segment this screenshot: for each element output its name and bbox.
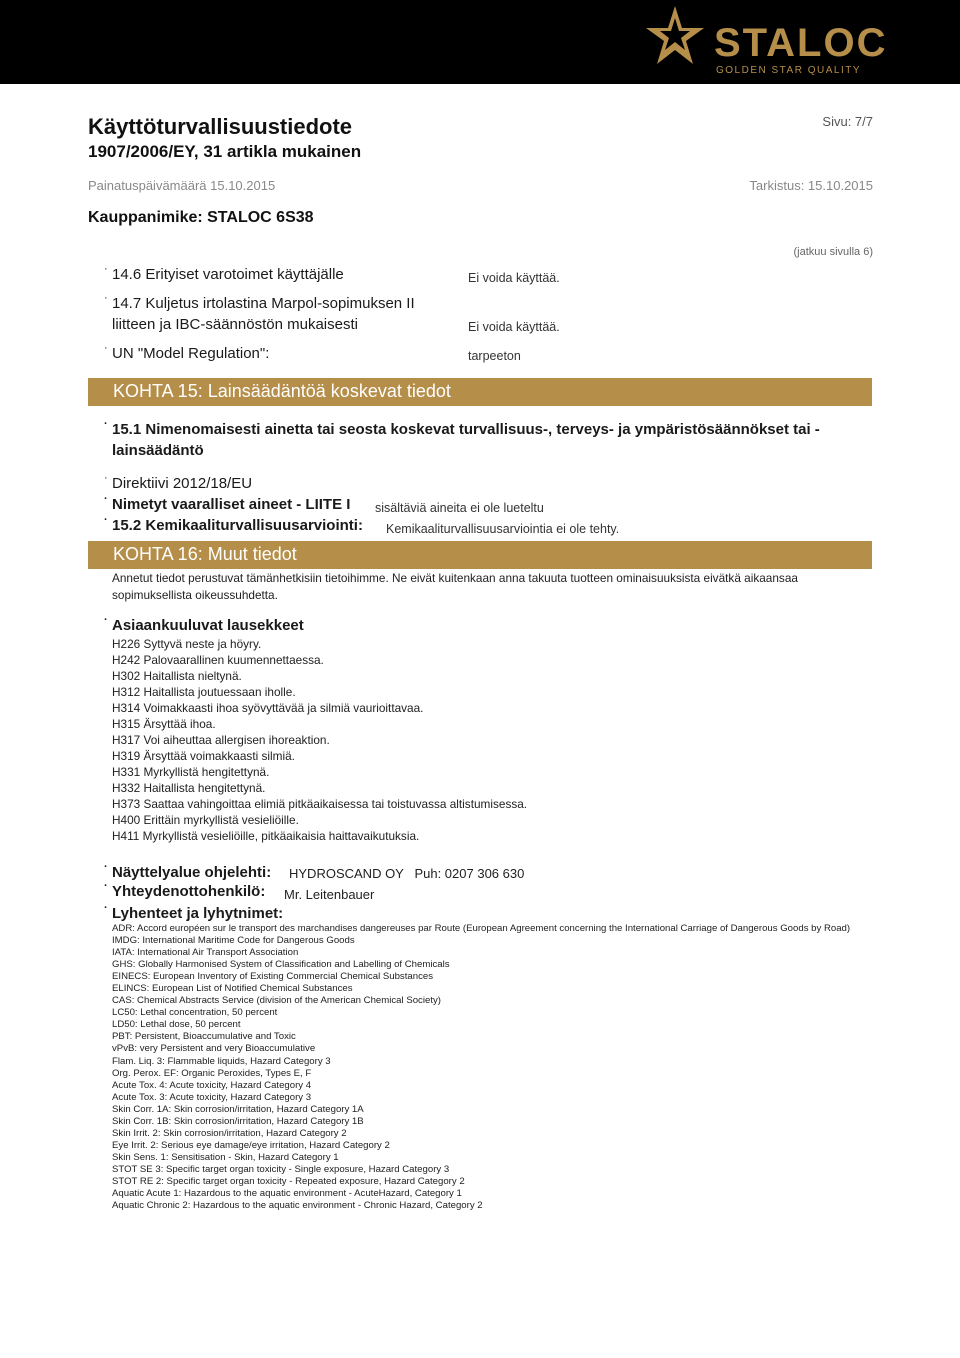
list-item: Skin Sens. 1: Sensitisation - Skin, Hazard Category 1 [112, 1151, 339, 1163]
section16-heading: KOHTA 16: Muut tiedot [88, 541, 872, 569]
list-item: Aquatic Chronic 2: Hazardous to the aquatic environment - Chronic Hazard, Category 2 [112, 1200, 483, 1212]
trade-name: Kauppanimike: STALOC 6S38 [88, 209, 314, 226]
abbreviations-list [112, 923, 850, 1212]
list-item: Flam. Liq. 3: Flammable liquids, Hazard Category 3 [112, 1055, 331, 1067]
s152-label: · 15.2 Kemikaaliturvallisuusarviointi: [104, 514, 363, 534]
contact-label: · Yhteydenottohenkilö: [104, 880, 266, 900]
phrases-list [112, 636, 527, 844]
list-item: IMDG: International Maritime Code for Dangerous Goods [112, 935, 355, 947]
phrases-heading: · Asiaankuuluvat lausekkeet [104, 614, 304, 634]
revision-date: Tarkistus: 15.10.2015 [749, 178, 873, 193]
directive-label: · Direktiivi 2012/18/EU [104, 472, 253, 492]
list-item: H226 Syttyvä neste ja höyry. [112, 637, 262, 651]
list-item: LC50: Lethal concentration, 50 percent [112, 1007, 278, 1019]
list-item: IATA: International Air Transport Association [112, 947, 299, 959]
list-item: STOT RE 2: Specific target organ toxicity - Repeated exposure, Hazard Category 2 [112, 1175, 465, 1187]
list-item: Aquatic Acute 1: Hazardous to the aquatic environment - AcuteHazard, Category 1 [112, 1188, 462, 1200]
continued-note: (jatkuu sivulla 6) [793, 246, 873, 258]
list-item: H319 Ärsyttää voimakkaasti silmiä. [112, 749, 295, 763]
s152-value: Kemikaaliturvallisuusarviointia ei ole tehty. [386, 522, 620, 536]
info-text-cont: sopimuksellista oikeussuhdetta. [112, 588, 278, 602]
list-item: Org. Perox. EF: Organic Peroxides, Types E, F [112, 1067, 312, 1079]
list-item: GHS: Globally Harmonised System of Classification and Labelling of Chemicals [112, 959, 450, 971]
un-model-value: tarpeeton [468, 349, 521, 363]
print-date: Painatuspäivämäärä 15.10.2015 [88, 178, 276, 193]
list-item: H373 Saattaa vahingoittaa elimiä pitkäaikaisessa tai toistuvassa altistumisessa. [112, 797, 528, 811]
list-item: H242 Palovaarallinen kuumennettaessa. [112, 653, 324, 667]
s146-value: Ei voida käyttää. [468, 271, 560, 285]
s147-label: · 14.7 Kuljetus irtolastina Marpol-sopimuksen II [104, 292, 415, 312]
staloc-logo [630, 4, 890, 80]
named-substances-value: sisältäviä aineita ei ole lueteltu [375, 501, 544, 515]
list-item: ADR: Accord européen sur le transport des marchandises dangereuses par Route (European Agreement concerning the International Carriage of Dangerous Goods by Road) [112, 923, 851, 934]
list-item: Eye Irrit. 2: Serious eye damage/eye irritation, Hazard Category 2 [112, 1139, 390, 1151]
s146-label: · 14.6 Erityiset varotoimet käyttäjälle [104, 263, 344, 283]
un-model-label: · UN "Model Regulation": [104, 342, 270, 362]
list-item: H312 Haitallista joutuessaan iholle. [112, 685, 296, 699]
list-item: ELINCS: European List of Notified Chemical Substances [112, 983, 353, 995]
brand-tagline: GOLDEN STAR QUALITY [716, 65, 862, 76]
list-item: Skin Corr. 1B: Skin corrosion/irritation, Hazard Category 1B [112, 1115, 364, 1127]
list-item: LD50: Lethal dose, 50 percent [112, 1019, 241, 1031]
list-item: H317 Voi aiheuttaa allergisen ihoreaktion. [112, 733, 330, 747]
list-item: vPvB: very Persistent and very Bioaccumulative [112, 1043, 316, 1055]
document-subtitle: 1907/2006/EY, 31 artikla mukainen [88, 142, 362, 161]
contact-value: Mr. Leitenbauer [284, 887, 375, 902]
brand-name: STALOC [714, 21, 888, 65]
section15-heading: KOHTA 15: Lainsäädäntöä koskevat tiedot [88, 378, 872, 406]
issuer-value: HYDROSCAND OY Puh: 0207 306 630 [289, 866, 525, 881]
list-item: Acute Tox. 4: Acute toxicity, Hazard Category 4 [112, 1079, 312, 1091]
list-item: H315 Ärsyttää ihoa. [112, 717, 216, 731]
s147-label-cont: liitteen ja IBC-säännöstön mukaisesti [112, 316, 358, 333]
document-title: Käyttöturvallisuustiedote [88, 114, 353, 139]
list-item: Skin Corr. 1A: Skin corrosion/irritation, Hazard Category 1A [112, 1103, 364, 1115]
list-item: PBT: Persistent, Bioaccumulative and Toxic [112, 1031, 296, 1043]
info-text: Annetut tiedot perustuvat tämänhetkisiin tietoihimme. Ne eivät kuitenkaan anna takuuta tuotteen ominaisuuksista eivätkä aikaansaa [112, 571, 798, 585]
abbr-heading: · Lyhenteet ja lyhytnimet: [104, 902, 284, 922]
issuer-label: · Näyttelyalue ohjelehti: [104, 861, 272, 881]
list-item: EINECS: European Inventory of Existing Commercial Chemical Substances [112, 971, 433, 983]
s151-text-cont: lainsäädäntö [112, 442, 204, 459]
list-item: CAS: Chemical Abstracts Service (division of the American Chemical Society) [112, 995, 441, 1007]
list-item: Acute Tox. 3: Acute toxicity, Hazard Category 3 [112, 1091, 312, 1103]
header-bar [0, 0, 960, 84]
list-item: Skin Irrit. 2: Skin corrosion/irritation, Hazard Category 2 [112, 1127, 347, 1139]
list-item: H314 Voimakkaasti ihoa syövyttävää ja silmiä vaurioittavaa. [112, 701, 424, 715]
s147-value: Ei voida käyttää. [468, 320, 560, 334]
list-item: H332 Haitallista hengitettynä. [112, 781, 266, 795]
list-item: H302 Haitallista nieltynä. [112, 669, 242, 683]
named-substances-label: · Nimetyt vaaralliset aineet - LIITE I [104, 493, 351, 513]
list-item: STOT SE 3: Specific target organ toxicity - Single exposure, Hazard Category 3 [112, 1163, 450, 1175]
list-item: H400 Erittäin myrkyllistä vesieliöille. [112, 813, 299, 827]
page-number: Sivu: 7/7 [822, 114, 873, 129]
list-item: H411 Myrkyllistä vesieliöille, pitkäaikaisia haittavaikutuksia. [112, 829, 420, 843]
list-item: H331 Myrkyllistä hengitettynä. [112, 765, 270, 779]
s151-text: · 15.1 Nimenomaisesti ainetta tai seosta koskevat turvallisuus-, terveys- ja ympäristösäännökset tai - [104, 418, 820, 438]
